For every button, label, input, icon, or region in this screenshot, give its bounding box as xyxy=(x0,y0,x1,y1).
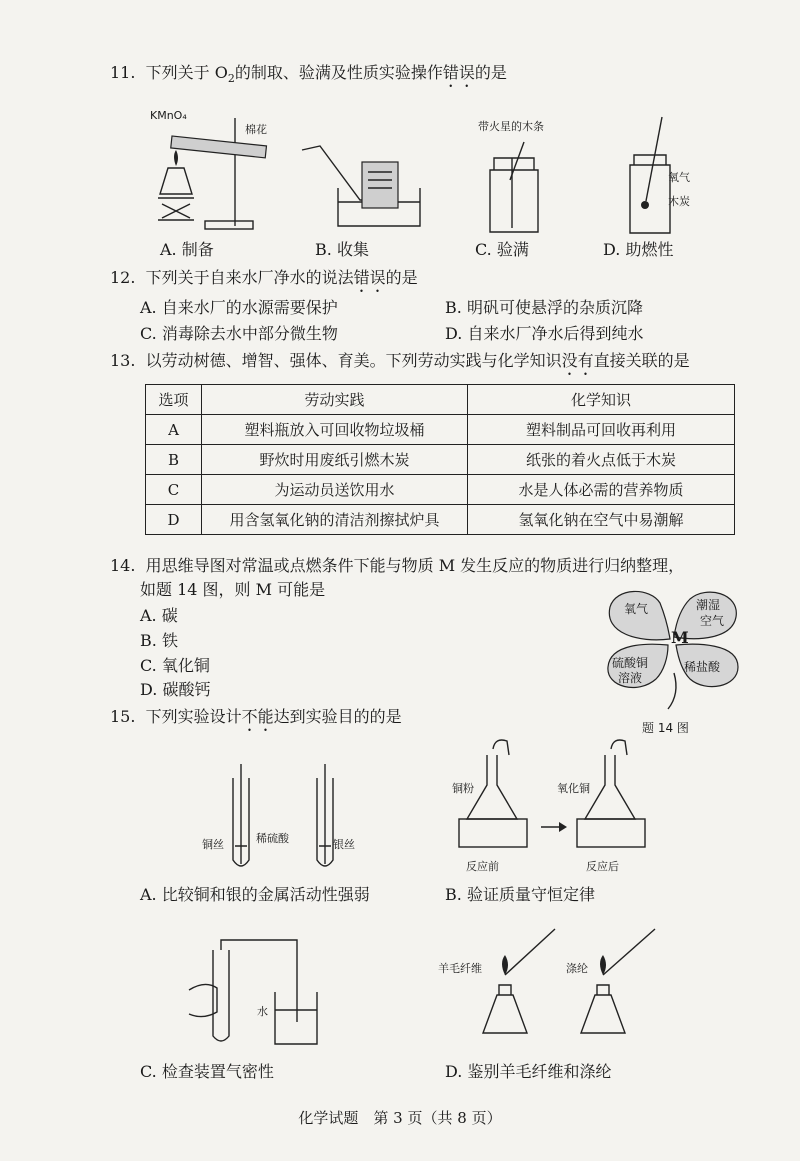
leaf-tr-text2: 空气 xyxy=(700,614,725,628)
silver-wire-label: 银丝 xyxy=(333,838,355,851)
q12-stem-emph: 错误 xyxy=(353,268,386,287)
q11-fig-c xyxy=(480,140,550,240)
q15-fig-c xyxy=(185,930,325,1050)
kmno4-label: KMnO₄ xyxy=(150,109,187,122)
q12-option-a[interactable] xyxy=(140,298,338,318)
option-key: B. xyxy=(445,298,462,317)
leaf-bl-text1: 硫酸铜 xyxy=(612,656,649,670)
flask-right xyxy=(585,755,635,819)
lab-jack xyxy=(158,198,194,220)
tongs-left xyxy=(505,929,555,975)
leaf-bl-text2: 溶液 xyxy=(618,671,643,685)
option-text: 明矾可使悬浮的杂质沉降 xyxy=(466,298,643,317)
q15-option-c[interactable] xyxy=(140,1062,274,1082)
q12-option-d[interactable] xyxy=(445,324,643,344)
q11-option-c[interactable] xyxy=(475,240,529,260)
q15-fig-a xyxy=(225,760,345,875)
q15-stem xyxy=(110,707,402,735)
header-knowledge: 化学知识 xyxy=(468,385,735,415)
q15-option-d[interactable] xyxy=(445,1062,611,1082)
balance-right xyxy=(577,819,645,847)
clover-figure xyxy=(598,583,748,713)
option-key: D. xyxy=(445,324,463,343)
option-key: A. xyxy=(140,885,157,904)
option-text: 制备 xyxy=(181,240,214,259)
q12-stem xyxy=(110,268,418,296)
before-label: 反应前 xyxy=(466,860,499,873)
clover-stem xyxy=(668,673,676,709)
collecting-bottle xyxy=(362,162,398,208)
q13-number: 13. xyxy=(110,351,136,370)
table-row xyxy=(146,475,735,505)
q15-stem-emph: 不能 xyxy=(241,707,274,726)
q15-fig-b xyxy=(455,735,655,855)
q14-stem-line2: 如题 14 图，则 M 可能是 xyxy=(140,580,326,599)
option-key: B. xyxy=(445,885,462,904)
q12-stem-before: 下列关于自来水厂净水的说法 xyxy=(145,268,354,287)
option-key: C. xyxy=(140,1062,157,1081)
q14-stem-line1 xyxy=(110,556,684,576)
option-text: 验证质量守恒定律 xyxy=(466,885,595,904)
row-key: B xyxy=(146,445,202,475)
q11-number: 11. xyxy=(110,63,136,82)
copper-wire-label: 铜丝 xyxy=(202,838,224,851)
flame-right xyxy=(600,955,606,975)
dilute-acid-label: 稀硫酸 xyxy=(256,832,289,845)
q15-option-b[interactable] xyxy=(445,885,595,905)
table-header-row xyxy=(146,385,735,415)
q13-stem-before: 以劳动树德、增智、强体、育美。下列劳动实践与化学知识 xyxy=(145,351,562,370)
cotton-label: 棉花 xyxy=(245,123,267,136)
polyester-label: 涤纶 xyxy=(566,962,588,975)
alcohol-lamp-right xyxy=(581,985,625,1033)
delivery-tube xyxy=(302,146,370,200)
option-text: 铁 xyxy=(161,631,178,650)
row-knowledge: 纸张的着火点低于木炭 xyxy=(468,445,735,475)
leaf-tl-text: 氧气 xyxy=(624,602,649,616)
test-tube xyxy=(171,136,267,158)
row-practice: 野炊时用废纸引燃木炭 xyxy=(202,445,468,475)
option-key: C. xyxy=(140,324,157,343)
q13-table xyxy=(145,384,735,535)
q13-stem xyxy=(110,351,690,379)
balance-left xyxy=(459,819,527,847)
tongs xyxy=(646,117,662,201)
page-footer: 化学试题 第 3 页（共 8 页） xyxy=(298,1109,502,1127)
header-option: 选项 xyxy=(146,385,202,415)
row-practice: 塑料瓶放入可回收物垃圾桶 xyxy=(202,415,468,445)
oxygen-bottle xyxy=(630,155,670,233)
flame-left xyxy=(502,955,508,975)
charcoal-piece xyxy=(641,201,649,209)
row-key: C xyxy=(146,475,202,505)
table-row xyxy=(146,415,735,445)
option-text: 收集 xyxy=(336,240,369,259)
row-knowledge: 水是人体必需的营养物质 xyxy=(468,475,735,505)
flame xyxy=(174,150,178,166)
table-row xyxy=(146,445,735,475)
oxygen-label: 氧气 xyxy=(668,171,690,184)
q11-stem-after: 的是 xyxy=(474,63,507,82)
test-tube xyxy=(213,950,229,1041)
copper-oxide-label: 氧化铜 xyxy=(557,782,590,795)
option-text: 自来水厂的水源需要保护 xyxy=(161,298,338,317)
header-practice: 劳动实践 xyxy=(202,385,468,415)
alcohol-lamp xyxy=(160,168,192,194)
option-text: 鉴别羊毛纤维和涤纶 xyxy=(467,1062,612,1081)
q11-stem-sub: 2 xyxy=(227,72,235,86)
alcohol-lamp-left xyxy=(483,985,527,1033)
option-text: 碳酸钙 xyxy=(162,680,211,699)
row-knowledge: 氢氧化钠在空气中易潮解 xyxy=(468,505,735,535)
q11-option-d[interactable] xyxy=(603,240,673,260)
q12-number: 12. xyxy=(110,268,136,287)
option-text: 氧化铜 xyxy=(161,656,210,675)
option-text: 助燃性 xyxy=(625,240,674,259)
q14-option-c[interactable] xyxy=(140,656,210,676)
q11-option-a[interactable] xyxy=(160,240,214,260)
q13-stem-after: 直接关联的是 xyxy=(593,351,690,370)
copper-powder-label: 铜粉 xyxy=(452,782,474,795)
leaf-tr-text1: 潮湿 xyxy=(696,598,721,612)
row-practice: 用含氢氧化钠的清洁剂擦拭炉具 xyxy=(202,505,468,535)
q11-option-b[interactable] xyxy=(315,240,369,260)
q13-stem-emph: 没有 xyxy=(561,351,594,370)
option-key: B. xyxy=(140,631,157,650)
balloon-left xyxy=(493,740,509,755)
wool-label: 羊毛纤维 xyxy=(438,962,482,975)
splint-label: 带火星的木条 xyxy=(478,120,544,133)
q15-stem-before: 下列实验设计 xyxy=(145,707,242,726)
q12-option-b[interactable] xyxy=(445,298,643,318)
q12-stem-after: 的是 xyxy=(385,268,418,287)
q11-stem-emph: 错误 xyxy=(442,63,475,82)
figure-14-caption: 题 14 图 xyxy=(642,721,689,735)
arrow-head-icon xyxy=(559,822,567,832)
q15-option-a[interactable] xyxy=(140,885,370,905)
row-practice: 为运动员送饮用水 xyxy=(202,475,468,505)
q11-stem xyxy=(110,63,507,91)
option-text: 验满 xyxy=(496,240,529,259)
q15-number: 15. xyxy=(110,707,136,726)
q11-stem-before: 下列关于 O xyxy=(145,63,228,82)
q14-number: 14. xyxy=(110,556,136,575)
stand-base xyxy=(205,221,253,229)
table-row xyxy=(146,505,735,535)
option-key: B. xyxy=(315,240,332,259)
option-key: C. xyxy=(140,656,157,675)
q14-option-d[interactable] xyxy=(140,680,210,700)
q11-fig-b xyxy=(300,140,430,235)
q15-stem-after: 达到实验目的的是 xyxy=(273,707,402,726)
option-key: D. xyxy=(603,240,621,259)
option-text: 自来水厂净水后得到纯水 xyxy=(467,324,644,343)
option-key: A. xyxy=(140,606,157,625)
option-text: 比较铜和银的金属活动性强弱 xyxy=(161,885,370,904)
row-key: A xyxy=(146,415,202,445)
option-text: 检查装置气密性 xyxy=(161,1062,274,1081)
row-knowledge: 塑料制品可回收再利用 xyxy=(468,415,735,445)
option-key: D. xyxy=(140,680,158,699)
option-key: C. xyxy=(475,240,492,259)
flask-left xyxy=(467,755,517,819)
q14-option-b[interactable] xyxy=(140,631,178,651)
clover-center-m: M xyxy=(671,628,689,647)
option-key: D. xyxy=(445,1062,463,1081)
q14-option-a[interactable] xyxy=(140,606,178,626)
beaker xyxy=(275,992,317,1044)
charcoal-label: 木炭 xyxy=(668,195,690,208)
option-text: 消毒除去水中部分微生物 xyxy=(161,324,338,343)
leaf-br-text: 稀盐酸 xyxy=(684,660,721,674)
row-key: D xyxy=(146,505,202,535)
option-text: 碳 xyxy=(161,606,178,625)
option-key: A. xyxy=(140,298,157,317)
after-label: 反应后 xyxy=(586,860,619,873)
tongs-right xyxy=(603,929,655,975)
q15-fig-d xyxy=(475,925,665,1045)
q12-option-c[interactable] xyxy=(140,324,338,344)
balloon-right xyxy=(611,740,627,755)
q11-stem-mid: 的制取、验满及性质实验操作 xyxy=(234,63,443,82)
water-label: 水 xyxy=(257,1005,268,1018)
option-key: A. xyxy=(160,240,177,259)
q14-stem-text1: 用思维导图对常温或点燃条件下能与物质 M 发生反应的物质进行归纳整理， xyxy=(145,556,685,575)
